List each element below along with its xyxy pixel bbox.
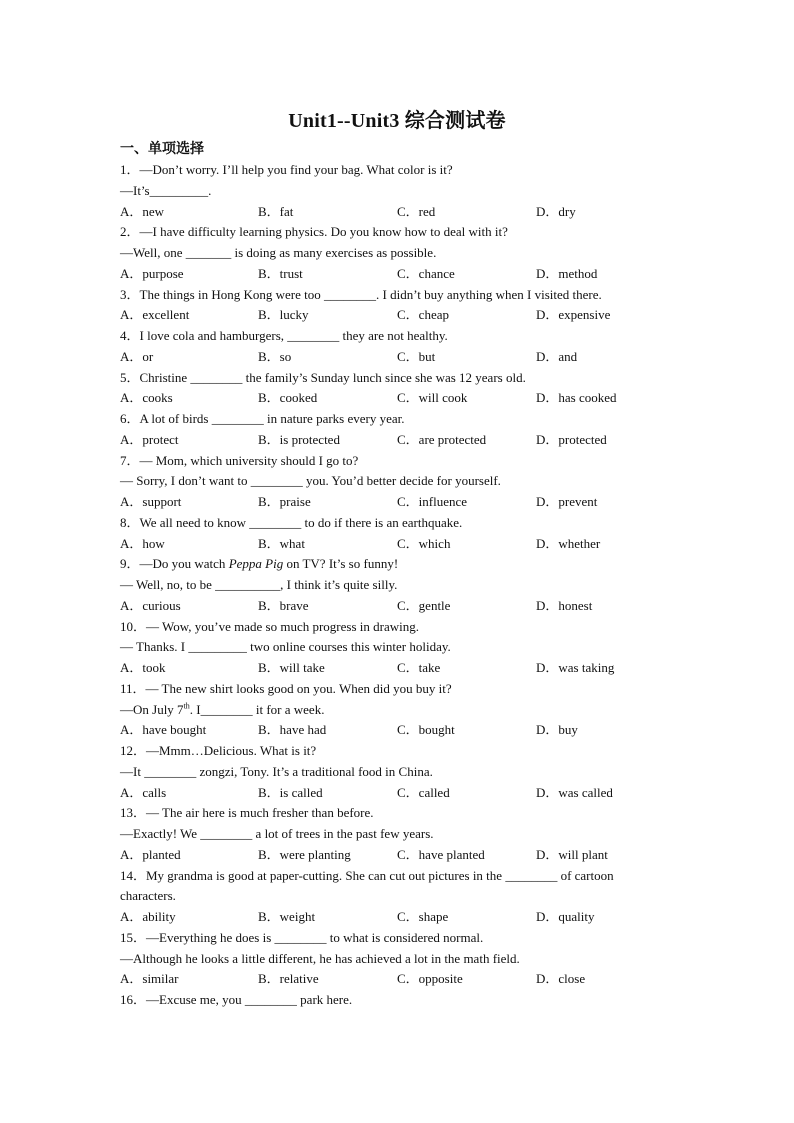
question-6-options	[120, 430, 680, 451]
question-13-line-2: —Exactly! We ________ a lot of trees in the past few years.	[120, 826, 434, 841]
option-c[interactable]: C．will cook	[397, 390, 468, 406]
question-9-text-start: 9．—Do you watch	[120, 556, 229, 572]
option-d[interactable]: D．prevent	[536, 494, 598, 509]
option-a[interactable]: A．cooks	[120, 390, 173, 406]
option-a[interactable]: A．or	[120, 348, 154, 364]
option-a[interactable]: A．planted	[120, 846, 181, 862]
question-list	[120, 160, 680, 1011]
option-b[interactable]: B．relative	[258, 971, 319, 987]
question-8-options	[120, 534, 680, 555]
question-7-line-1: 7．— Mom, which university should I go to?	[120, 452, 359, 468]
question-11-date: —On July 7	[120, 701, 184, 717]
question-9-line-2: — Well, no, to be __________, I think it’s quite silly.	[120, 577, 398, 592]
question-1-options	[120, 202, 680, 223]
question-15-line-1: 15．—Everything he does is ________ to what is considered normal.	[120, 929, 484, 945]
option-a[interactable]: A．how	[120, 535, 165, 551]
question-5-options	[120, 388, 680, 409]
option-b[interactable]: B．so	[258, 348, 292, 364]
option-d[interactable]: D．dry	[536, 203, 576, 219]
option-b[interactable]: B．what	[258, 535, 305, 551]
question-3-options	[120, 305, 680, 326]
option-b[interactable]: B．brave	[258, 597, 309, 613]
question-12-line-1: 12．—Mmm…Delicious. What is it?	[120, 743, 317, 758]
question-11-text-end: . I________ it for a week.	[189, 701, 325, 717]
option-d[interactable]: D．honest	[536, 597, 593, 613]
option-c[interactable]: C．take	[397, 660, 441, 675]
option-b[interactable]: B．lucky	[258, 307, 309, 323]
question-6-line-1: 6．A lot of birds ________ in nature parks every year.	[120, 411, 405, 426]
option-d[interactable]: D．will plant	[536, 846, 608, 862]
question-1-line-1: 1．—Don’t worry. I’ll help you find your bag. What color is it?	[120, 162, 453, 177]
option-a[interactable]: A．similar	[120, 971, 179, 987]
option-b[interactable]: B．praise	[258, 494, 311, 509]
question-10-options	[120, 658, 680, 679]
option-c[interactable]: C．bought	[397, 722, 455, 738]
option-b[interactable]: B．were planting	[258, 846, 351, 862]
option-d[interactable]: D．has cooked	[536, 390, 617, 406]
question-15-options	[120, 969, 680, 990]
question-14-line-2: characters.	[120, 888, 176, 904]
option-b[interactable]: B．weight	[258, 909, 316, 924]
option-c[interactable]: C．opposite	[397, 971, 463, 987]
option-a[interactable]: A．ability	[120, 909, 176, 924]
question-7-options	[120, 492, 680, 513]
option-c[interactable]: C．cheap	[397, 307, 449, 323]
show-title: Peppa Pig	[228, 556, 284, 572]
question-2-line-2: —Well, one _______ is doing as many exercises as possible.	[120, 245, 437, 260]
option-a[interactable]: A．purpose	[120, 265, 184, 281]
option-d[interactable]: D．and	[536, 348, 578, 364]
question-11-line-1: 11．— The new shirt looks good on you. When did you buy it?	[120, 680, 452, 696]
question-2-line-1: 2．—I have difficulty learning physics. Do you know how to deal with it?	[120, 224, 508, 240]
option-a[interactable]: A．new	[120, 203, 165, 219]
question-16-line-1: 16．—Excuse me, you ________ park here.	[120, 992, 353, 1007]
option-d[interactable]: D．was called	[536, 784, 613, 800]
question-7-line-2: — Sorry, I don’t want to ________ you. You’d better decide for yourself.	[120, 473, 501, 489]
option-a[interactable]: A．calls	[120, 784, 167, 800]
question-11-line-2	[120, 700, 680, 721]
option-b[interactable]: B．is called	[258, 784, 323, 800]
option-d[interactable]: D．quality	[536, 909, 595, 924]
option-a[interactable]: A．curious	[120, 597, 181, 613]
option-d[interactable]: D．buy	[536, 722, 578, 738]
question-9-line-1	[120, 554, 680, 575]
option-d[interactable]: D．expensive	[536, 307, 611, 323]
question-9-text-end: on TV? It’s so funny!	[283, 556, 399, 572]
option-c[interactable]: C．gentle	[397, 597, 451, 613]
option-a[interactable]: A．support	[120, 494, 182, 509]
option-d[interactable]: D．was taking	[536, 660, 615, 675]
question-1-line-2: —It’s_________.	[120, 182, 212, 198]
option-c[interactable]: C．which	[397, 535, 451, 551]
option-c[interactable]: C．are protected	[397, 431, 487, 447]
option-d[interactable]: D．close	[536, 971, 586, 987]
option-b[interactable]: B．is protected	[258, 431, 340, 447]
option-c[interactable]: C．have planted	[397, 846, 485, 862]
question-8-line-1: 8．We all need to know ________ to do if there is an earthquake.	[120, 514, 463, 530]
question-10-line-1: 10．— Wow, you’ve made so much progress in drawing.	[120, 618, 419, 634]
question-14-line-1: 14．My grandma is good at paper-cutting. She can cut out pictures in the ________ of cartoon	[120, 867, 614, 883]
question-10-line-2: — Thanks. I _________ two online courses this winter holiday.	[120, 639, 451, 655]
section-heading: 一、单项选择	[120, 142, 204, 157]
option-c[interactable]: C．influence	[397, 494, 468, 509]
question-11-options	[120, 720, 680, 741]
document-title: Unit1--Unit3 综合测试卷	[288, 110, 506, 132]
option-c[interactable]: C．called	[397, 784, 450, 800]
option-b[interactable]: B．will take	[258, 660, 325, 675]
question-4-line-1: 4．I love cola and hamburgers, ________ they are not healthy.	[120, 328, 448, 343]
question-12-line-2: —It ________ zongzi, Tony. It’s a traditional food in China.	[120, 763, 433, 779]
option-b[interactable]: B．trust	[258, 265, 303, 281]
question-3-line-1: 3．The things in Hong Kong were too ________. I didn’t buy anything when I visited there.	[120, 286, 602, 302]
question-5-line-1: 5．Christine ________ the family’s Sunday lunch since she was 12 years old.	[120, 369, 526, 385]
option-b[interactable]: B．cooked	[258, 390, 318, 406]
option-c[interactable]: C．but	[397, 348, 436, 364]
option-b[interactable]: B．fat	[258, 203, 294, 219]
question-4-options	[120, 347, 680, 368]
ordinal-suffix: th	[183, 701, 190, 711]
option-d[interactable]: D．method	[536, 265, 598, 281]
question-2-options	[120, 264, 680, 285]
option-a[interactable]: A．have bought	[120, 722, 207, 738]
option-c[interactable]: C．red	[397, 203, 436, 219]
option-b[interactable]: B．have had	[258, 722, 327, 738]
question-12-options	[120, 783, 680, 804]
option-a[interactable]: A．protect	[120, 431, 179, 447]
question-15-line-2: —Although he looks a little different, he has achieved a lot in the math field.	[120, 950, 520, 966]
option-a[interactable]: A．excellent	[120, 307, 190, 323]
option-a[interactable]: A．took	[120, 660, 166, 675]
question-14-options	[120, 907, 680, 928]
question-9-options	[120, 596, 680, 617]
question-13-options	[120, 845, 680, 866]
question-13-line-1: 13．— The air here is much fresher than before.	[120, 805, 374, 821]
option-c[interactable]: C．shape	[397, 909, 449, 924]
option-c[interactable]: C．chance	[397, 265, 455, 281]
option-d[interactable]: D．whether	[536, 535, 601, 551]
option-d[interactable]: D．protected	[536, 431, 607, 447]
